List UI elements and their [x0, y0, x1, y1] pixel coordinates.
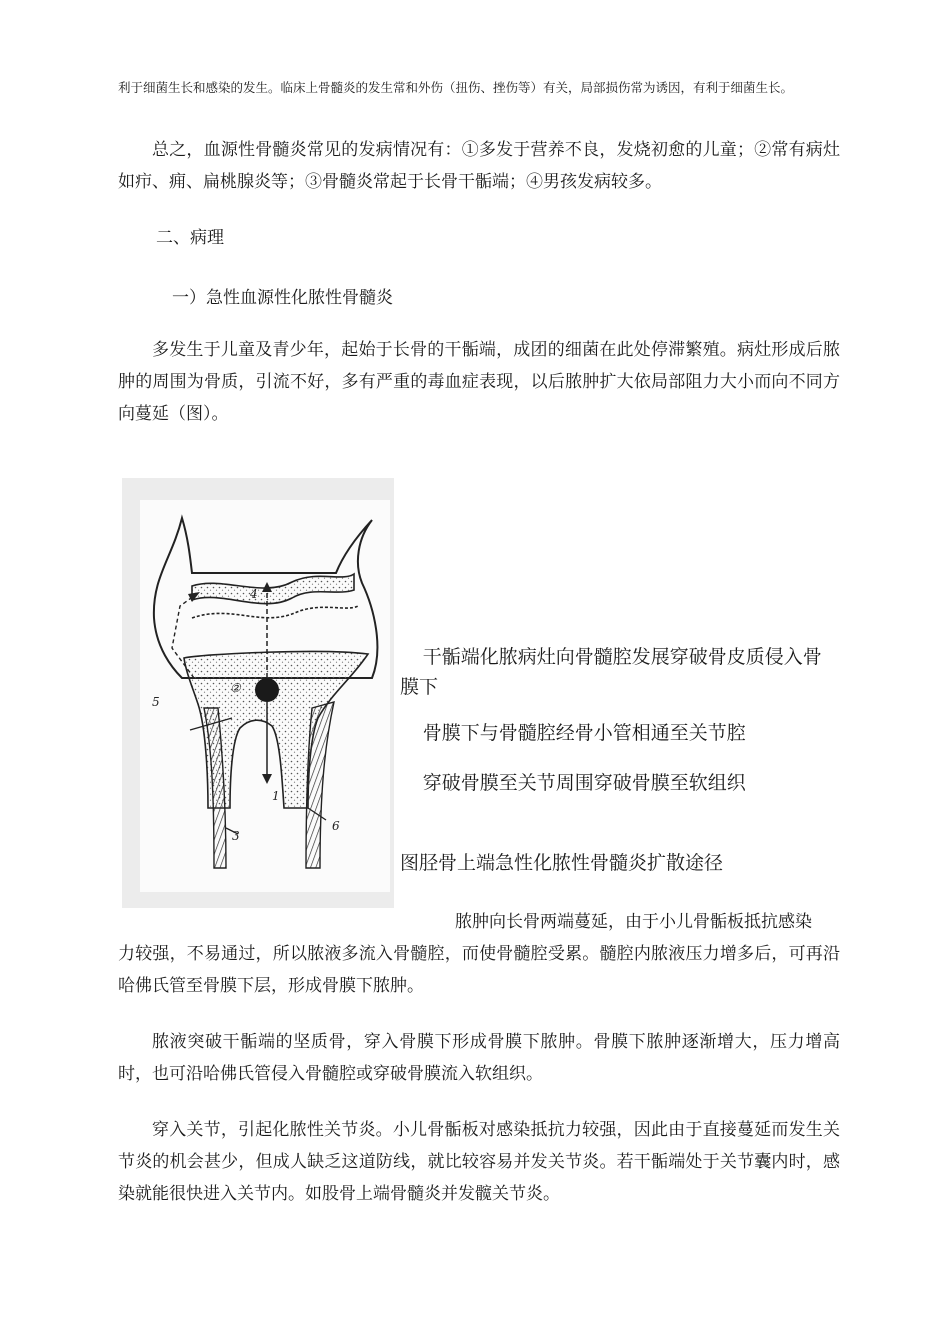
growth-plate [192, 606, 358, 618]
figure-caption-title: 图胫骨上端急性化脓性骨髓炎扩散途径 [400, 852, 724, 874]
label-2: ② [230, 681, 241, 695]
label-1: 1 [272, 789, 280, 803]
tibia-diagram [122, 478, 394, 908]
epiphysis-band [192, 574, 354, 604]
label-4: 4 [250, 587, 258, 601]
figure-caption-2: 骨膜下与骨髓腔经骨小管相通至关节腔 [422, 722, 746, 744]
paragraph-subperiosteal: 脓液突破干骺端的坚质骨，穿入骨膜下形成骨膜下脓肿。骨膜下脓肿逐渐增大，压力增高时，也可沿哈佛氏管侵入骨髓腔或穿破骨膜流入软组织。 [118, 1032, 840, 1084]
subsection-heading-acute-osteomyelitis: 一）急性血源性化脓性骨髓炎 [172, 288, 393, 308]
paragraph-bacteria-growth: 利于细菌生长和感染的发生。临床上骨髓炎的发生常和外伤（扭伤、挫伤等）有关，局部损伤常为诱因，有利于细菌生长。 [118, 80, 794, 95]
label-6: 6 [332, 819, 340, 833]
abscess-focus [255, 678, 279, 702]
paragraph-joint: 穿入关节，引起化脓性关节炎。小儿骨骺板对感染抵抗力较强，因此由于直接蔓延而发生关节炎的机会甚少，但成人缺乏这道防线，就比较容易并发关节炎。若干骺端处于关节囊内时，感染就能很快进入关节内。如股骨上端骨髓炎并发髋关节炎。 [118, 1120, 840, 1204]
label-5: 5 [152, 695, 160, 709]
paragraph-summary: 总之，血源性骨髓炎常见的发病情况有：①多发于营养不良，发烧初愈的儿童；②常有病灶如疖、痈、扁桃腺炎等；③骨髓炎常起于长骨干骺端；④男孩发病较多。 [118, 140, 840, 192]
figure-caption-3: 穿破骨膜至关节周围穿破骨膜至软组织 [422, 772, 746, 794]
cortex-right [306, 702, 334, 868]
paragraph-spread-lead: 脓肿向长骨两端蔓延，由于小儿骨骺板抵抗感染 [455, 912, 812, 932]
label-3: 3 [232, 829, 240, 843]
figure-caption-1: 干骺端化脓病灶向骨髓腔发展穿破骨皮质侵入骨膜下 [400, 646, 822, 698]
paragraph-spread: 力较强，不易通过，所以脓液多流入骨髓腔，而使骨髓腔受累。髓腔内脓液压力增多后，可再沿哈佛氏管至骨膜下层，形成骨膜下脓肿。 [118, 944, 840, 996]
section-heading-pathology: 二、病理 [156, 228, 224, 248]
paragraph-onset: 多发生于儿童及青少年，起始于长骨的干骺端，成团的细菌在此处停滞繁殖。病灶形成后脓肿的周围为骨质，引流不好，多有严重的毒血症表现，以后脓肿扩大依局部阻力大小而向不同方向蔓延（图）。 [118, 340, 840, 424]
